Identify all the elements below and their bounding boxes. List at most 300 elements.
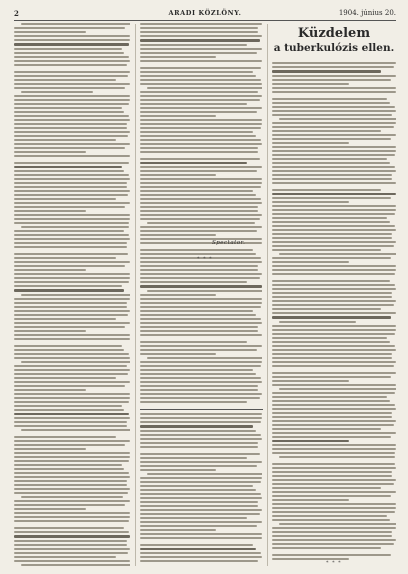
text-line [14,257,116,259]
text-line [140,131,253,133]
text-line [272,491,396,493]
text-line [14,289,124,292]
text-line [272,519,390,521]
text-line [272,547,381,549]
text-line [140,513,260,515]
text-line [272,154,395,156]
text-line [272,300,396,302]
text-line [272,543,394,545]
text-line [14,314,128,316]
text-line [272,325,396,327]
text-line [140,529,216,531]
text-line [272,361,396,363]
text-line [140,119,262,121]
text-line [14,401,129,403]
text-line [140,453,260,455]
text-line [272,189,381,191]
text-line [272,150,396,152]
text-line [21,23,130,25]
text-line [272,284,395,286]
text-line [272,221,390,223]
text-line [272,265,396,267]
text-line [140,509,262,511]
text-line [14,334,130,336]
text-line [272,209,396,211]
text-line [272,288,396,290]
text-line [272,91,396,93]
text-line [272,333,395,335]
text-line [14,405,122,407]
text-line [14,476,130,478]
text-line [272,329,396,331]
text-line [140,103,247,105]
text-line [272,345,395,347]
text-line [14,155,130,157]
text-line [140,35,262,37]
text-line [140,318,261,320]
text-line [272,316,391,319]
text-line [140,265,258,267]
text-line [14,218,130,220]
text-line [14,548,130,550]
text-line [272,269,396,271]
text-line [14,139,116,141]
text-line [272,396,387,398]
text-line [140,174,216,176]
text-line [14,103,129,105]
text-line [272,98,387,100]
text-line [140,385,258,387]
text-line [14,504,125,506]
text-line [272,487,381,489]
text-line [272,249,381,251]
text-line [14,389,86,391]
text-line [272,102,390,104]
text-line [140,71,253,73]
text-line [140,477,262,479]
text-line [14,182,127,184]
text-line [140,298,262,300]
text-line [272,365,394,367]
text-line [279,253,396,255]
text-line [14,436,116,438]
text-line [14,111,124,113]
text-line [14,409,124,411]
text-line [272,241,396,243]
text-line [140,166,262,168]
text-line [140,489,256,491]
text-line [14,560,130,562]
column-2-text [140,23,262,407]
text-line [272,420,396,422]
text-line [140,505,258,507]
text-line [272,237,392,239]
text-line [272,380,349,382]
text-line [140,430,256,432]
text-line [272,229,396,231]
text-line [140,537,262,539]
text-line [140,210,258,212]
text-line [279,388,396,390]
text-line [140,544,253,546]
text-line [272,62,396,64]
text-line [140,52,257,54]
text-line [14,520,129,522]
text-line [14,425,127,427]
text-line [272,162,390,164]
headline-line-2: a tuberkulózis ellen. [273,42,395,54]
text-line [14,540,127,542]
text-line [14,27,125,29]
text-line [140,302,262,304]
text-line [14,131,130,133]
text-line [14,83,130,85]
text-line [14,265,125,267]
column-3-text [272,62,396,567]
text-line [272,138,391,140]
text-line [14,484,127,486]
text-line [14,119,130,121]
text-line [21,91,93,93]
text-line [14,43,129,46]
text-line [14,87,125,89]
text-line [272,312,396,314]
text-line [272,134,396,136]
text-line [140,123,262,125]
text-line [14,413,129,416]
text-line [140,182,262,184]
text-line [147,87,262,89]
text-line [272,483,394,485]
text-line [140,186,261,188]
text-line [140,170,257,172]
text-line [140,75,256,77]
text-line [21,294,130,296]
text-line [14,345,122,347]
text-line [14,194,128,196]
text-line [272,432,396,434]
text-line [14,143,130,145]
text-line [272,170,396,172]
text-line [140,493,261,495]
text-line [14,330,86,332]
text-line [140,31,258,33]
text-line [14,338,130,340]
text-line [14,444,125,446]
text-line [14,135,128,137]
text-line [272,448,396,450]
text-line [272,499,349,501]
text-line [14,393,130,395]
text-line [140,230,257,232]
text-line [14,277,130,279]
text-line [140,401,247,403]
text-line [272,213,395,215]
text-line [272,400,390,402]
text-line [272,114,392,116]
text-line [272,463,395,465]
text-line [21,226,129,228]
text-line [140,442,258,444]
text-line [140,79,261,81]
text-line [272,201,349,203]
text-line [147,357,262,359]
text-line [14,186,127,188]
text-line [140,457,247,459]
text-line [272,404,395,406]
text-line [14,326,125,328]
text-line [14,349,124,351]
text-line [14,417,130,419]
text-line [14,202,130,204]
text-line [14,385,125,387]
text-line [14,273,130,275]
text-line [272,217,387,219]
text-line [14,365,127,367]
text-line [14,353,129,355]
text-line [14,512,130,514]
page-number: 2 [14,8,19,18]
text-line [14,174,129,176]
text-line [140,310,253,312]
text-line [272,467,396,469]
text-line [140,294,216,296]
text-line [140,397,260,399]
text-line [140,158,260,160]
text-line [14,302,127,304]
text-line [272,376,391,378]
text-line [272,440,349,443]
text-line [140,425,253,428]
text-line [140,143,262,145]
text-line [14,544,127,546]
text-line [140,326,258,328]
text-line [14,531,129,533]
text-line [140,135,256,137]
text-line [272,428,381,430]
text-line [140,91,258,93]
text-line [14,440,130,442]
text-line [272,507,396,509]
text-line [14,230,124,232]
text-line [14,527,124,529]
text-line [140,353,216,355]
text-line [140,234,216,236]
text-line [272,444,396,446]
text-line [140,521,262,523]
text-line [140,67,261,69]
text-line [140,277,260,279]
text-line [14,310,130,312]
text-line [147,222,254,224]
text-line [272,225,395,227]
text-line [140,198,261,200]
issue-date: 1904. június 20. [338,9,396,17]
text-line [272,535,392,537]
text-line [272,166,395,168]
text-line [140,269,258,271]
text-line [14,357,130,359]
text-line [272,416,392,418]
text-line [272,79,391,81]
text-line [14,99,130,101]
text-line [140,178,262,180]
text-line [140,377,261,379]
text-line [14,190,130,192]
text-line [14,281,129,283]
text-line [14,79,116,81]
text-line [14,298,130,300]
text-line [272,515,387,517]
text-line [272,87,396,89]
text-line [272,424,394,426]
text-line [14,31,86,33]
text-line [140,417,262,419]
text-line [140,281,247,283]
text-line [140,249,253,251]
text-line [140,393,262,395]
text-line [14,421,127,423]
text-line [140,27,258,29]
column-1-text [14,23,130,567]
text-line [14,492,128,494]
text-line [272,146,396,148]
text-line [14,285,122,287]
text-line [272,257,391,259]
section-break: * * * [197,256,213,262]
text-line [140,497,262,499]
text-line [272,178,392,180]
text-line [14,151,86,153]
text-line [272,261,349,263]
text-line [14,500,130,502]
text-line [140,548,256,551]
text-line [14,238,130,240]
text-line [140,218,260,220]
text-line [272,182,396,184]
text-line [272,70,381,73]
text-line [14,381,130,383]
text-line [140,330,258,332]
text-line [14,35,130,37]
text-line [279,118,396,120]
text-line [140,306,261,308]
text-line [272,245,394,247]
text-line [140,469,216,471]
text-line [272,341,390,343]
text-line [272,83,349,85]
text-line [140,99,260,101]
text-line [140,373,256,375]
text-line [140,533,262,535]
text-line [272,531,392,533]
text-line [14,452,130,454]
text-line [272,503,396,505]
text-line [279,321,356,323]
text-line [140,345,262,347]
text-line [140,481,261,483]
text-line [279,456,394,458]
text-line [14,516,130,518]
text-line [140,273,262,275]
text-line [21,496,123,498]
text-line [272,193,396,196]
text-line [14,448,86,450]
text-line [14,56,129,58]
text-line [14,170,124,172]
text-line [140,115,216,117]
text-line [272,527,396,529]
text-line [272,479,396,481]
text-line [140,285,262,288]
text-line [272,452,395,454]
text-line [140,147,258,149]
column-2-lower-text [140,413,262,567]
text-line [14,48,122,50]
text-line [140,107,262,109]
text-line [279,523,396,525]
text-line [272,471,392,473]
text-line [272,495,391,497]
text-line [21,564,130,566]
text-line [140,485,253,487]
text-line [14,468,124,470]
text-line [140,60,262,62]
text-line [14,214,130,216]
article-headline [272,26,396,56]
text-line [272,392,395,394]
text-line [272,408,396,410]
text-line [272,122,396,124]
section-break-end: * * * [326,560,342,566]
text-line [14,397,130,399]
text-line [140,525,257,527]
text-line [140,552,261,554]
text-line [140,162,247,165]
headline-line-1: Küzdelem [297,26,371,41]
text-line [272,158,387,160]
text-line [14,198,116,200]
text-line [147,290,262,292]
text-line [272,296,392,298]
text-line [140,214,262,216]
text-line [272,197,391,199]
text-line [272,174,392,176]
text-line [272,353,392,355]
text-line [14,166,122,169]
text-line [14,71,130,73]
text-line [14,115,129,117]
text-line [272,304,394,306]
text-line [14,460,129,462]
text-line [272,280,390,282]
text-line [272,436,391,438]
text-line [272,539,396,541]
text-line [14,234,129,236]
text-line [14,480,127,482]
text-line [14,75,128,77]
text-line [140,127,261,129]
text-line [140,501,258,503]
text-line [140,111,257,113]
text-line [140,446,258,448]
text-line [140,194,256,196]
text-line [140,48,262,50]
text-line [14,147,125,149]
text-line [140,23,262,25]
text-line [272,75,396,77]
text-line [14,210,86,212]
